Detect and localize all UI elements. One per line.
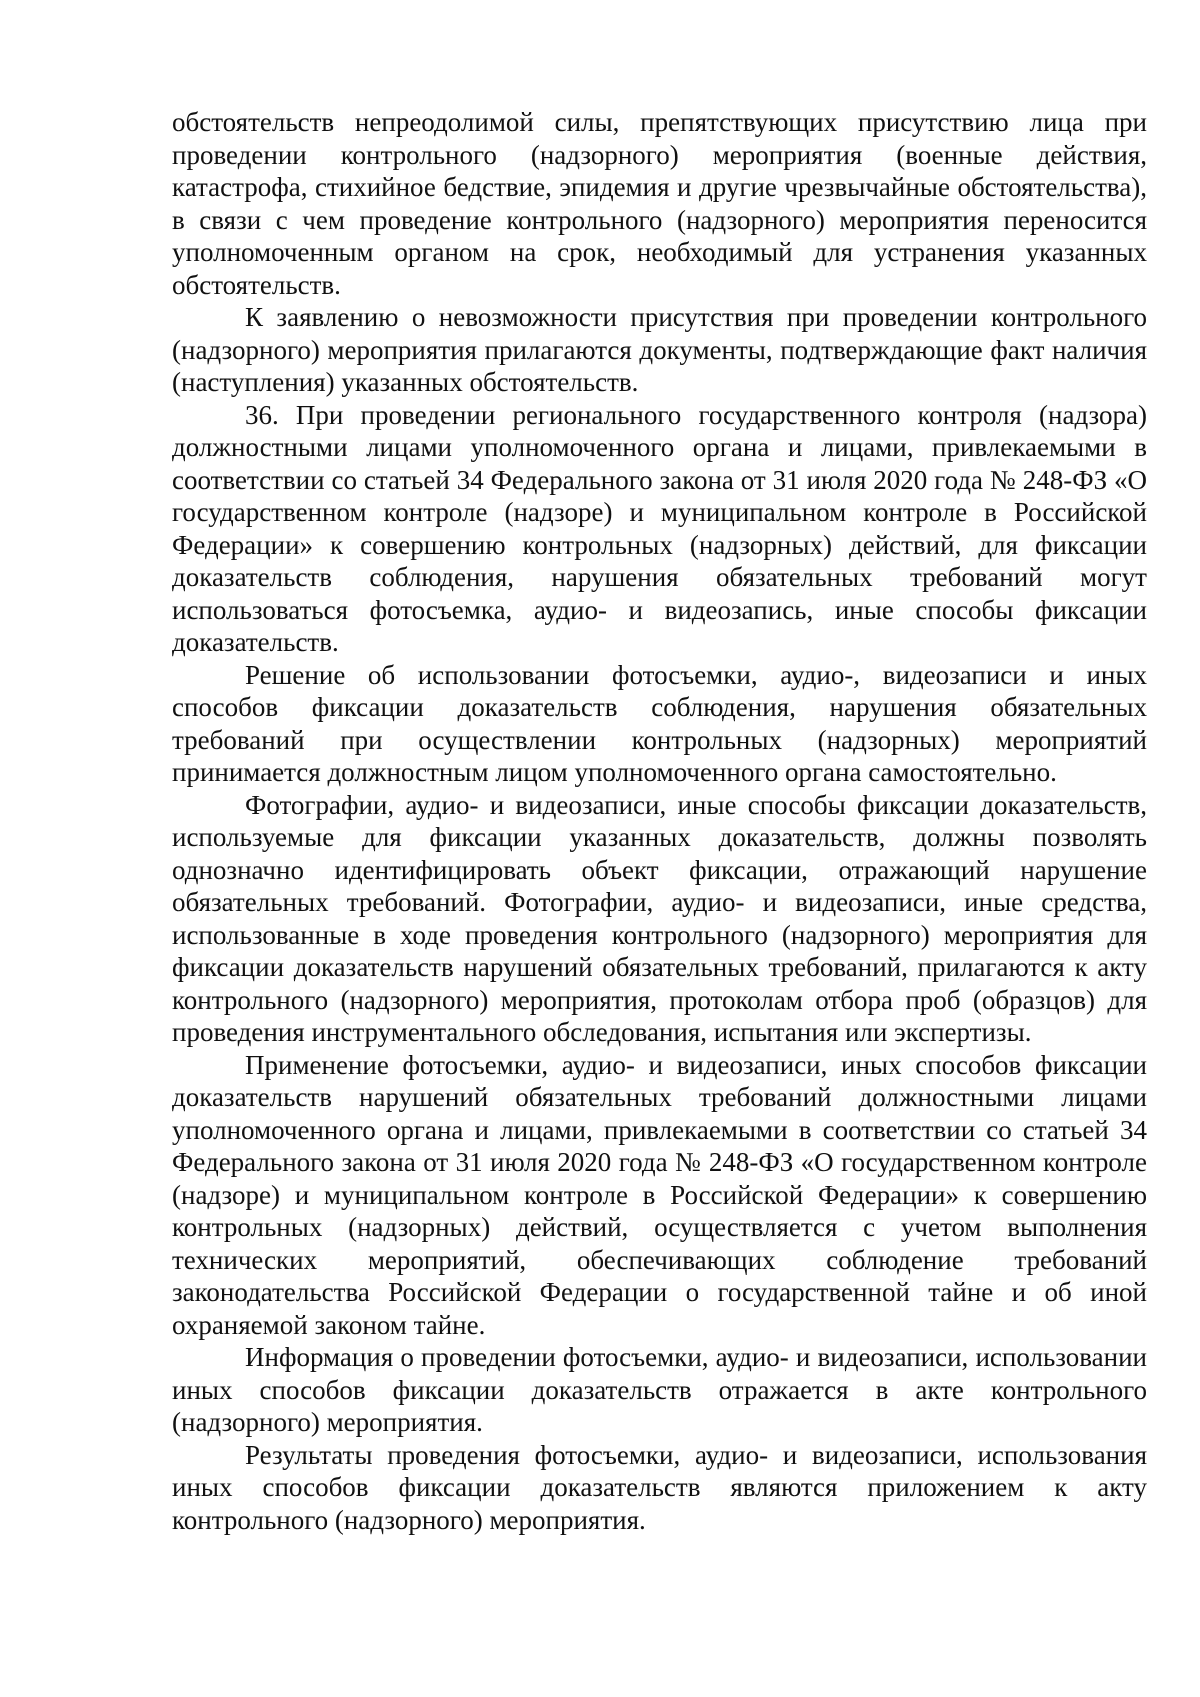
paragraph-photos-identification: Фотографии, аудио- и видеозаписи, иные способы фиксации доказательств, используемые для фиксации указанных доказательств, должны позволять однозначно идентифицировать объект фиксации, отражающий нарушение обязательных требований. Фотографии, аудио- и видеозаписи, иные средства, использованные в ходе проведения контрольного (надзорного) мероприятия для фиксации доказательств нарушений обязательных требований, прилагаются к акту контрольного (надзорного) мероприятия, протоколам отбора проб (образцов) для проведения инструментального обследования, испытания или экспертизы. (172, 789, 1147, 1047)
paragraph-continuation: обстоятельств непреодолимой силы, препятствующих присутствию лица при проведении контрольного (надзорного) мероприятия (военные действия, катастрофа, стихийное бедствие, эпидемия и другие чрезвычайные обстоятельства), в связи с чем проведение контрольного (надзорного) мероприятия переносится уполномоченным органом на срок, необходимый для устранения указанных обстоятельств. (172, 107, 1147, 300)
document-page (172, 106, 1147, 1536)
paragraph-application-of-recording: Применение фотосъемки, аудио- и видеозаписи, иных способов фиксации доказательств нарушений обязательных требований должностными лицами уполномоченного органа и лицами, привлекаемыми в соответствии со статьей 34 Федерального закона от 31 июля 2020 года № 248-ФЗ «О государственном контроле (надзоре) и муниципальном контроле в Российской Федерации» к совершению контрольных (надзорных) действий, осуществляется с учетом выполнения технических мероприятий, обеспечивающих соблюдение требований законодательства Российской Федерации о государственной тайне и об иной охраняемой законом тайне. (172, 1049, 1147, 1340)
paragraph-item-36: 36. При проведении регионального государственного контроля (надзора) должностными лицами уполномоченного органа и лицами, привлекаемыми в соответствии со статьей 34 Федерального закона от 31 июля 2020 года № 248-ФЗ «О государственном контроле (надзоре) и муниципальном контроле в Российской Федерации» к совершению контрольных (надзорных) действий, для фиксации доказательств соблюдения, нарушения обязательных требований могут использоваться фотосъемка, аудио- и видеозапись, иные способы фиксации доказательств. (172, 399, 1147, 657)
paragraph-recording-information: Информация о проведении фотосъемки, аудио- и видеозаписи, использовании иных способов фиксации доказательств отражается в акте контрольного (надзорного) мероприятия. (172, 1342, 1147, 1437)
paragraph-application-documents: К заявлению о невозможности присутствия при проведении контрольного (надзорного) мероприятия прилагаются документы, подтверждающие факт наличия (наступления) указанных обстоятельств. (172, 302, 1147, 397)
paragraph-recording-results: Результаты проведения фотосъемки, аудио- и видеозаписи, использования иных способов фиксации доказательств являются приложением к акту контрольного (надзорного) мероприятия. (172, 1439, 1147, 1535)
paragraph-decision-on-recording: Решение об использовании фотосъемки, аудио-, видеозаписи и иных способов фиксации доказательств соблюдения, нарушения обязательных требований при осуществлении контрольных (надзорных) мероприятий принимается должностным лицом уполномоченного органа самостоятельно. (172, 659, 1147, 787)
